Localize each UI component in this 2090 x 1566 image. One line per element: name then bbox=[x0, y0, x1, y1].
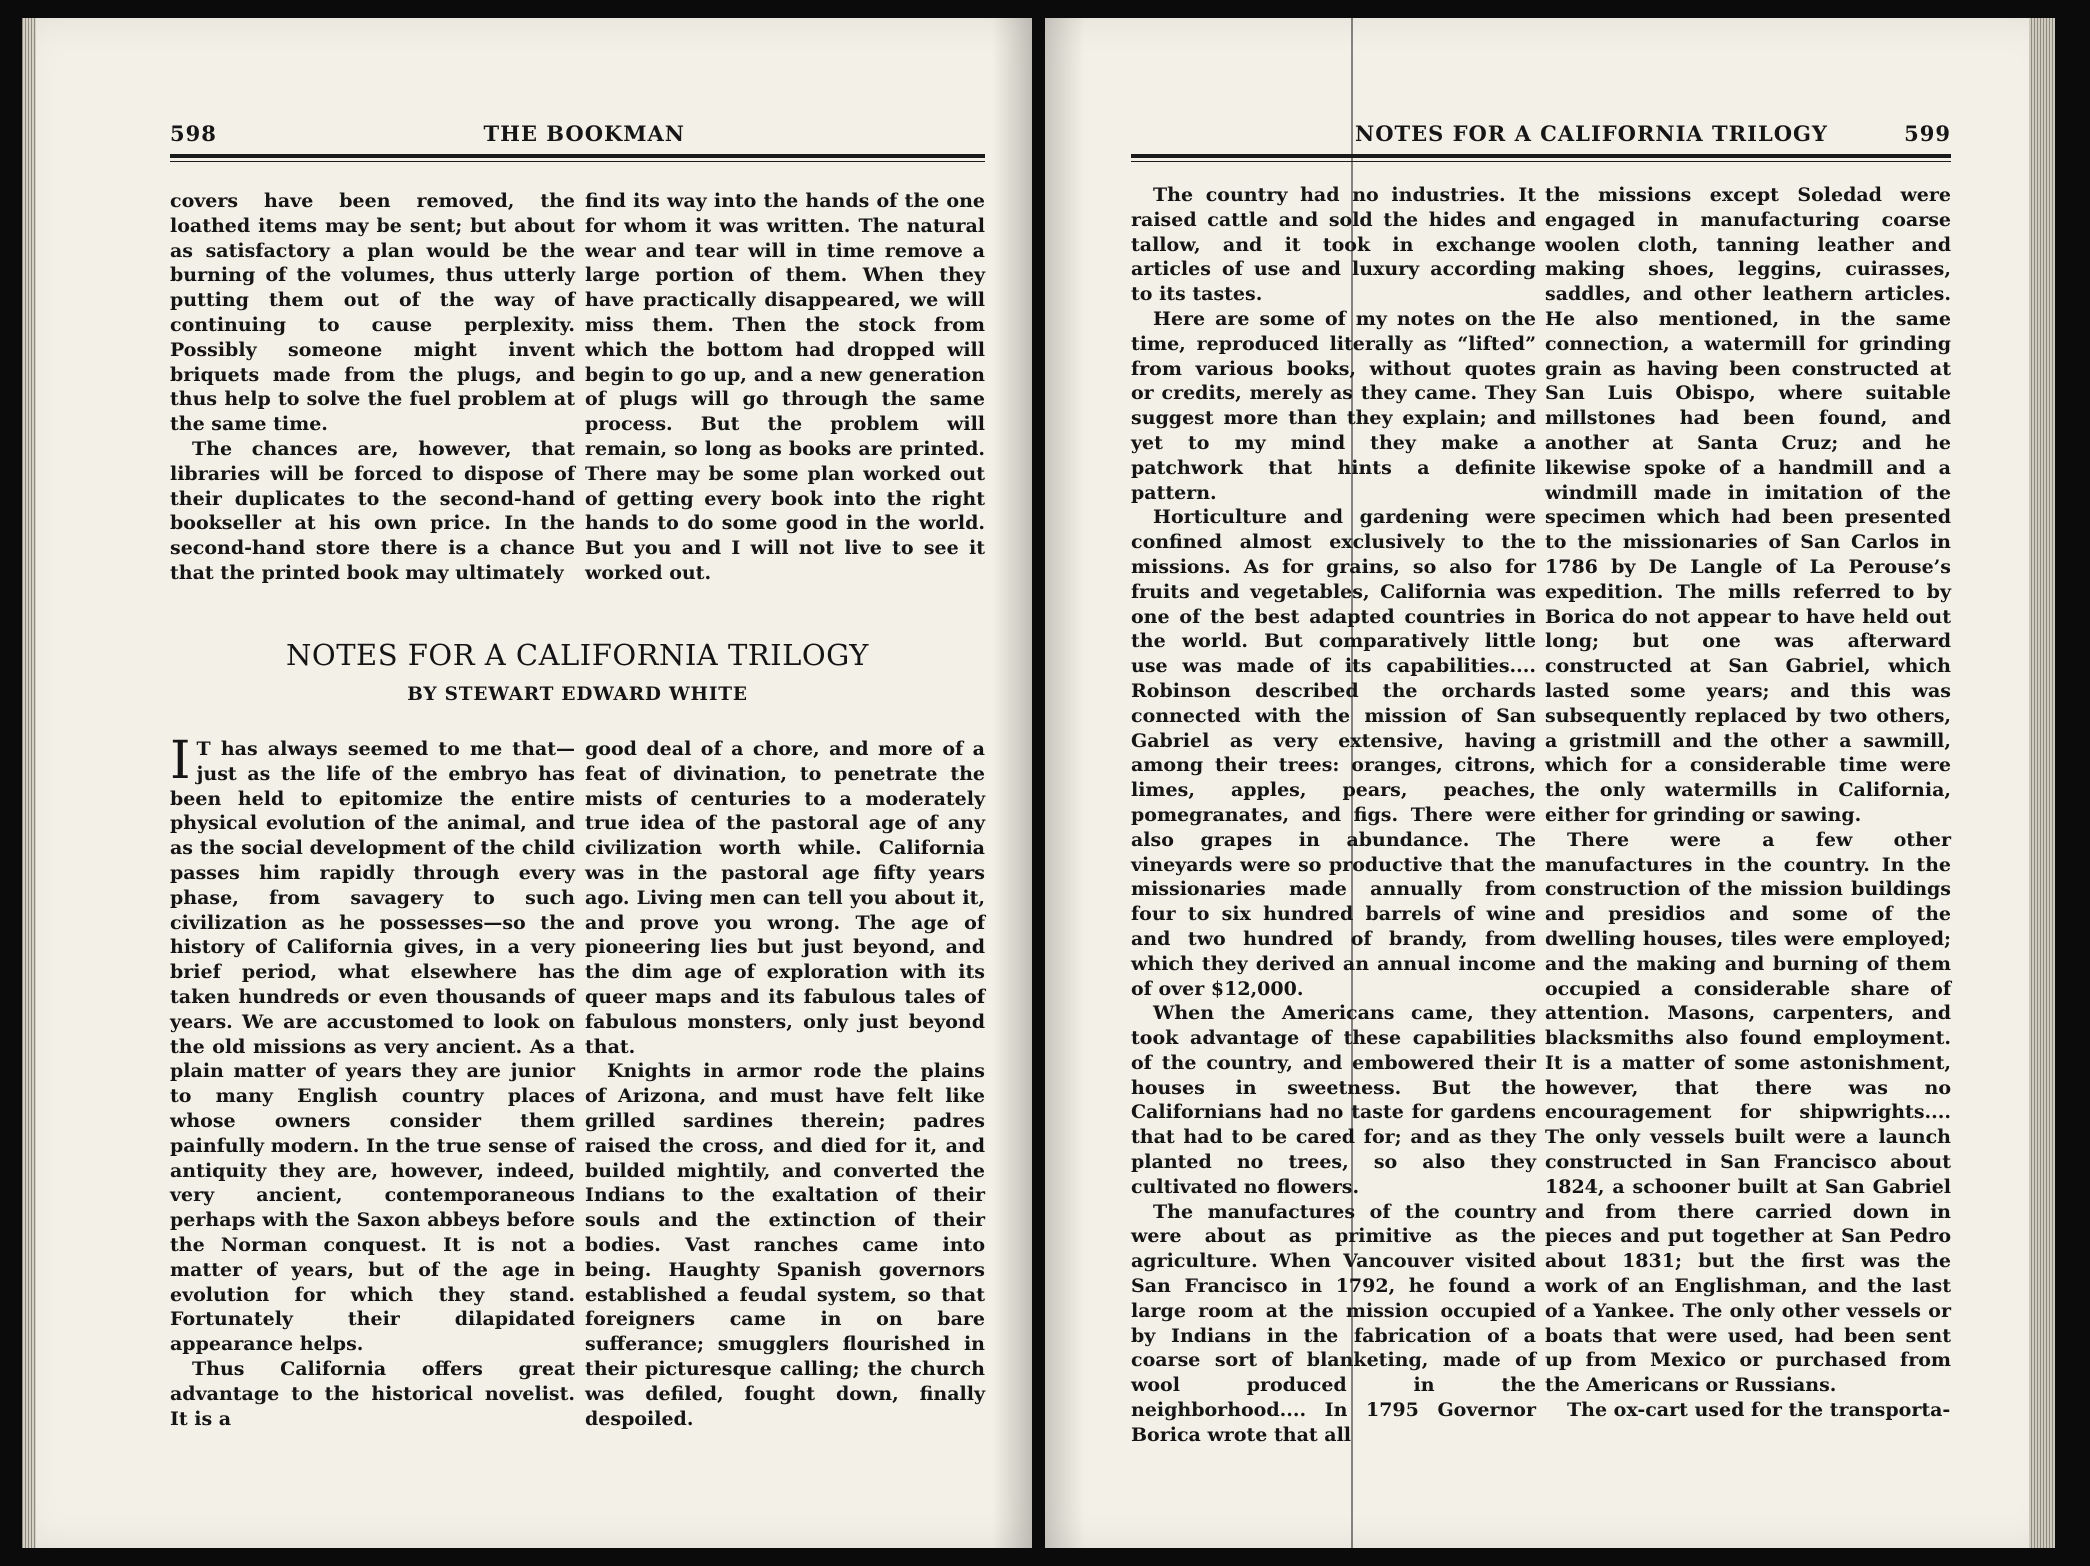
paragraph: good deal of a chore, and more of a feat of divination, to penetrate the mists of centuries to a moderately true idea of the pastoral age of any civilization worth while. California was in the pastoral age fifty years ago. Living men can tell you about it, and prove you wrong. The age of pioneering lies but just beyond, and the dim age of exploration with its queer maps and its fabulous tales of fabulous monsters, only just beyond that. bbox=[585, 738, 985, 1058]
right-page bbox=[1045, 18, 2055, 1548]
paragraph bbox=[170, 731, 575, 1357]
paragraph: Thus California offers great advantage to the historical novelist. It is a bbox=[170, 1357, 575, 1430]
paragraph-text: T has always seemed to me that—just as the life of the embryo has been held to epitomize the entire physical evolution of the animal, and as the social development of the child passes him rapidly through every phase, from savagery to such civilization as he possesses—so the history of California gives, in a very brief period, what elsewhere has taken hundreds or even thousands of years. We are accustomed to look on the old missions as very ancient. As a plain matter of years they are junior to many English country places whose owners consider them painfully modern. In the true sense of antiquity they are, however, indeed, very ancient, contemporaneous perhaps with the Saxon abbeys before the Norman conquest. It is not a matter of years, but of the age in evolution for which they stand. Fortunately their dilapidated appearance helps. bbox=[170, 738, 575, 1356]
page-number: 599 bbox=[1904, 121, 1951, 146]
paragraph: Knights in armor rode the plains of Arizona, and must have felt like grilled sardines therein; padres raised the cross, and died for it, and builded mightily, and converted the Indians to the exaltation of their souls and the extinction of their bodies. Vast ranches came into being. Haughty Spanish governors established a feudal system, so that foreigners came in on bare sufferance; smugglers flourished in their picturesque calling; the church was defiled, fought down, finally despoiled. bbox=[585, 1060, 985, 1430]
paragraph: There were a few other manufactures in the country. In the construction of the mission buildings and presidios and some of the dwelling houses, tiles were employed; and the making and burning of them occupied a considerable share of attention. Masons, carpenters, and blacksmiths also found employment. It is a matter of some astonishment, however, that there was no encouragement for shipwrights.... The only vessels built were a launch constructed in San Francisco about 1824, a schooner built at San Gabriel and from there carried down in pieces and put together at San Pedro about 1831; but the first was the work of an Englishman, and the last of a Yankee. The only other vessels or boats that were used, had been sent up from Mexico or purchased from the Americans or Russians. bbox=[1545, 828, 1951, 1397]
drop-cap: I bbox=[170, 731, 191, 791]
right-running-head bbox=[1131, 106, 1951, 146]
header-rule-thin bbox=[1131, 161, 1951, 162]
text-column bbox=[585, 737, 985, 1431]
running-head-title: NOTES FOR A CALIFORNIA TRILOGY bbox=[1355, 121, 1828, 146]
page-number: 598 bbox=[170, 121, 217, 146]
header-rule-thin bbox=[170, 161, 985, 162]
text-column bbox=[170, 731, 575, 1431]
left-running-head bbox=[170, 106, 985, 146]
paragraph: covers have been removed, the loathed items may be sent; but about as satisfactory a plan would be the burning of the volumes, thus utterly putting them out of the way of continuing to cause perplexity. Possibly someone might invent briquets made from the plugs, and thus help to solve the fuel problem at the same time. bbox=[170, 190, 575, 436]
gutter-shadow bbox=[992, 18, 1032, 1548]
paragraph: Here are some of my notes on the time, reproduced literally as “lifted” from various books, without quotes or credits, merely as they came. They suggest more than they explain; and yet to my mind they make a patchwork that hints a definite pattern. bbox=[1131, 307, 1536, 504]
text-column bbox=[170, 189, 575, 586]
header-rule-thick bbox=[170, 154, 985, 158]
gutter-shadow bbox=[1045, 18, 1085, 1548]
text-column bbox=[585, 189, 985, 586]
page-edge-right bbox=[2029, 18, 2055, 1548]
page-edge-left bbox=[22, 18, 36, 1548]
text-column bbox=[1131, 183, 1536, 1448]
left-page bbox=[22, 18, 1032, 1548]
paragraph: The chances are, however, that libraries will be forced to dispose of their duplicates to the second-hand bookseller at his own price. In the second-hand store there is a chance that the printed book may ultimately bbox=[170, 437, 575, 584]
paragraph: the missions except Soledad were engaged in manufacturing coarse woolen cloth, tanning leather and making shoes, leggins, cuirasses, saddles, and other leathern articles. He also mentioned, in the same connection, a watermill for grinding grain as having been constructed at San Luis Obispo, where suitable millstones had been found, and another at Santa Cruz; and he likewise spoke of a handmill and a windmill made in imitation of the specimen which had been presented to the missionaries of San Carlos in 1786 by De Langle of La Perouse’s expedition. The mills referred to by Borica do not appear to have held out long; but one was afterward constructed at San Gabriel, which lasted some years; and this was subsequently replaced by two others, a gristmill and the other a sawmill, which for a considerable time were the only watermills in California, either for grinding or sawing. bbox=[1545, 184, 1951, 826]
paragraph: When the Americans came, they took advantage of these capabilities of the country, and embowered their houses in sweetness. But the Californians had no taste for gardens that had to be cared for; and as they planted no trees, so also they cultivated no flowers. bbox=[1131, 1002, 1536, 1198]
running-head-title: THE BOOKMAN bbox=[483, 121, 685, 146]
paragraph: The ox-cart used for the transporta- bbox=[1567, 1399, 1951, 1422]
paragraph: The country had no industries. It raised cattle and sold the hides and tallow, and it took in exchange articles of use and luxury according to its tastes. bbox=[1131, 184, 1536, 306]
paragraph: find its way into the hands of the one for whom it was written. The natural wear and tear will in time remove a large portion of them. When they have practically disappeared, we will miss them. Then the stock from which the bottom had dropped will begin to go up, and a new generation of plugs will go through the same process. But the problem will remain, so long as books are printed. There may be some plan worked out of getting every book into the right hands to do some good in the world. But you and I will not live to see it worked out. bbox=[585, 190, 985, 584]
header-rule-thick bbox=[1131, 154, 1951, 158]
article-title: NOTES FOR A CALIFORNIA TRILOGY bbox=[286, 638, 869, 672]
text-column bbox=[1545, 183, 1951, 1423]
paragraph: The manufactures of the country were about as primitive as the agriculture. When Vancouver visited San Francisco in 1792, he found a large room at the mission occupied by Indians in the fabrication of a coarse sort of blanketing, made of wool produced in the neighborhood.... In 1795 Governor Borica wrote that all bbox=[1131, 1200, 1536, 1446]
article-byline: BY STEWART EDWARD WHITE bbox=[407, 684, 748, 705]
paragraph: Horticulture and gardening were confined almost exclusively to the missions. As for grains, so also for fruits and vegetables, California was one of the best adapted countries in the world. But comparatively little use was made of its capabilities.... Robinson described the orchards connected with the mission of San Gabriel as very extensive, having among their trees: oranges, citrons, limes, apples, pears, peaches, pomegranates, and figs. There were also grapes in abundance. The vineyards were so productive that the missionaries made annually from four to six hundred barrels of wine and two hundred of brandy, from which they derived an annual income of over $12,000. bbox=[1131, 506, 1536, 1000]
